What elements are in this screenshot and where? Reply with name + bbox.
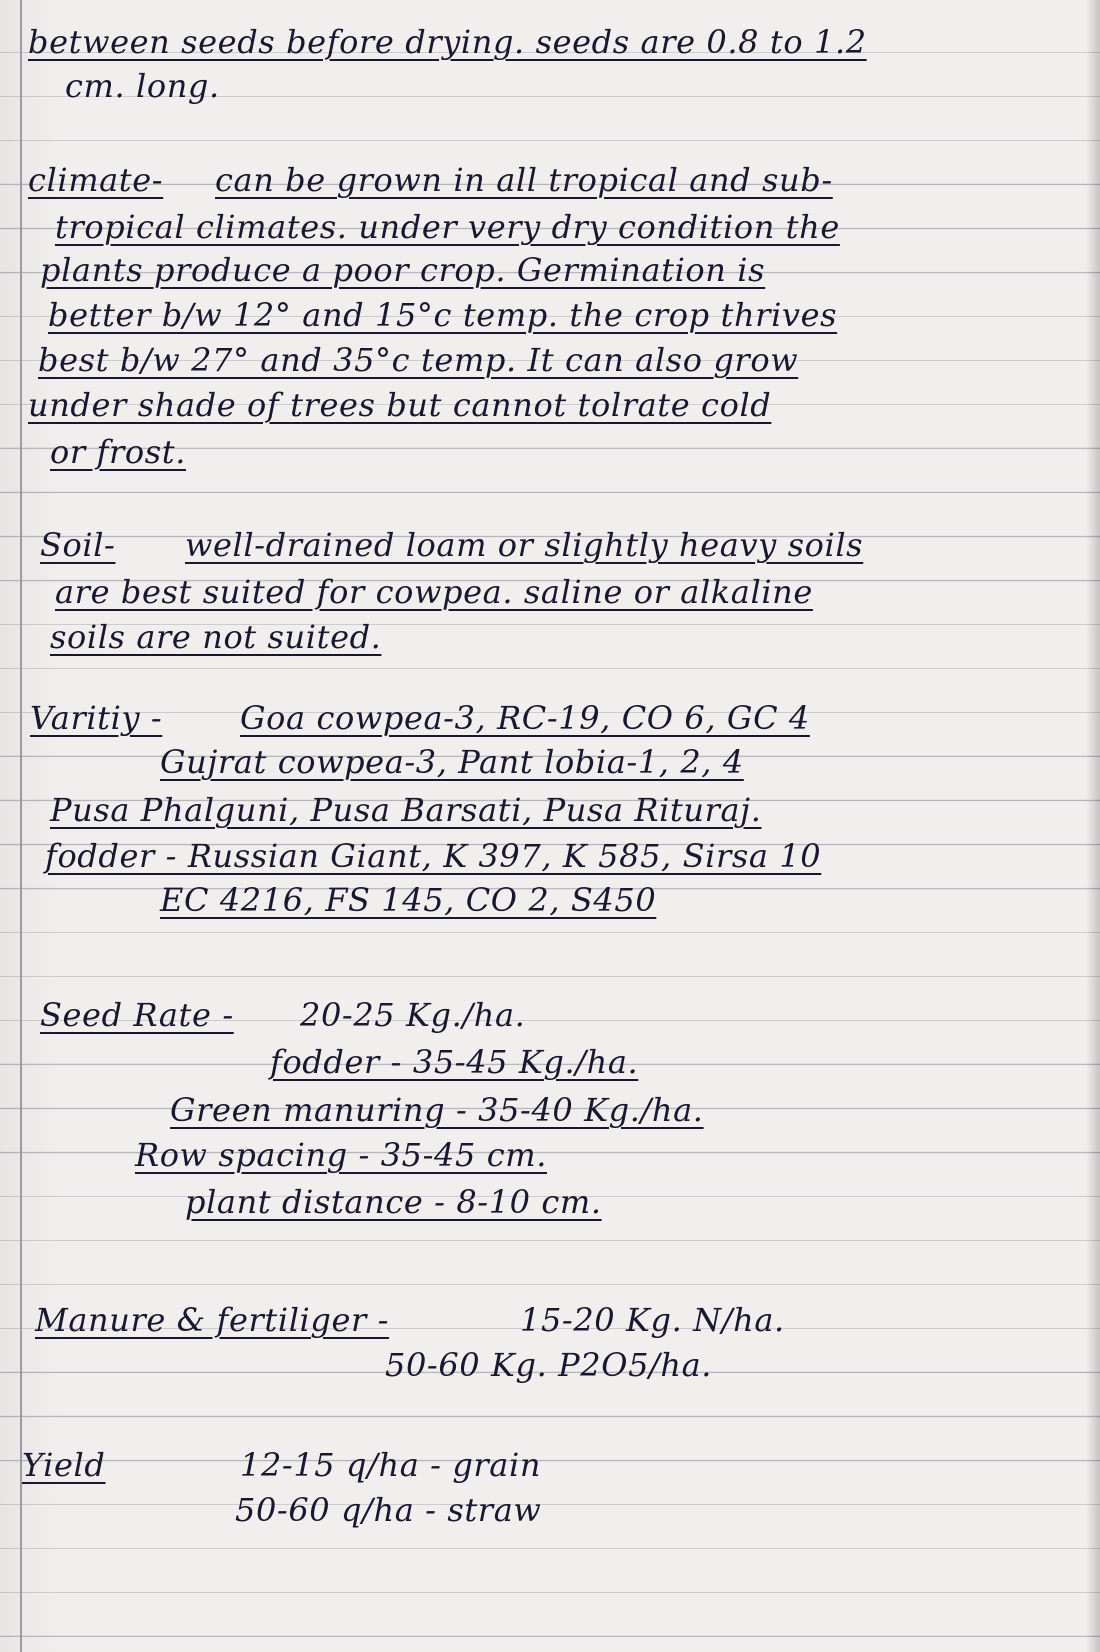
section-heading-yield: Yield: [22, 1446, 106, 1484]
margin-line: [20, 0, 22, 1652]
note-line: Green manuring - 35-40 Kg./ha.: [170, 1091, 704, 1129]
note-line: 12-15 q/ha - grain: [240, 1446, 542, 1484]
note-line: 15-20 Kg. N/ha.: [520, 1301, 785, 1339]
note-line: fodder - Russian Giant, K 397, K 585, Sirsa 10: [45, 837, 822, 875]
note-line: 20-25 Kg./ha.: [300, 996, 526, 1034]
note-line: Gujrat cowpea-3, Pant lobia-1, 2, 4: [160, 743, 744, 781]
page-edge-shadow: [1086, 0, 1100, 1652]
note-line: fodder - 35-45 Kg./ha.: [270, 1043, 639, 1081]
note-line: 50-60 Kg. P2O5/ha.: [385, 1346, 713, 1384]
note-line: tropical climates. under very dry condition the: [55, 208, 840, 246]
note-line: or frost.: [50, 433, 186, 471]
section-heading-climate: climate-: [28, 161, 164, 199]
note-line: well-drained loam or slightly heavy soils: [185, 526, 864, 564]
note-line: are best suited for cowpea. saline or alkaline: [55, 573, 813, 611]
note-line: best b/w 27° and 35°c temp. It can also grow: [38, 341, 799, 379]
note-line: Pusa Phalguni, Pusa Barsati, Pusa Rituraj.: [50, 791, 762, 829]
section-heading-seed-rate: Seed Rate -: [40, 996, 234, 1034]
note-line: Goa cowpea-3, RC-19, CO 6, GC 4: [240, 699, 810, 737]
note-line: between seeds before drying. seeds are 0.8 to 1.2: [28, 23, 867, 61]
note-line: 50-60 q/ha - straw: [235, 1491, 542, 1529]
note-line: plant distance - 8-10 cm.: [185, 1183, 602, 1221]
note-line: plants produce a poor crop. Germination is: [40, 251, 766, 289]
note-line: soils are not suited.: [50, 618, 382, 656]
section-heading-variety: Varitiy -: [30, 699, 163, 737]
note-line: can be grown in all tropical and sub-: [215, 161, 833, 199]
note-line: Row spacing - 35-45 cm.: [135, 1136, 547, 1174]
note-line: under shade of trees but cannot tolrate cold: [28, 386, 772, 424]
section-heading-manure: Manure & fertiliger -: [35, 1301, 390, 1339]
section-heading-soil: Soil-: [40, 526, 116, 564]
note-line: better b/w 12° and 15°c temp. the crop thrives: [48, 296, 838, 334]
note-line: EC 4216, FS 145, CO 2, S450: [160, 881, 657, 919]
note-line: cm. long.: [65, 67, 220, 105]
